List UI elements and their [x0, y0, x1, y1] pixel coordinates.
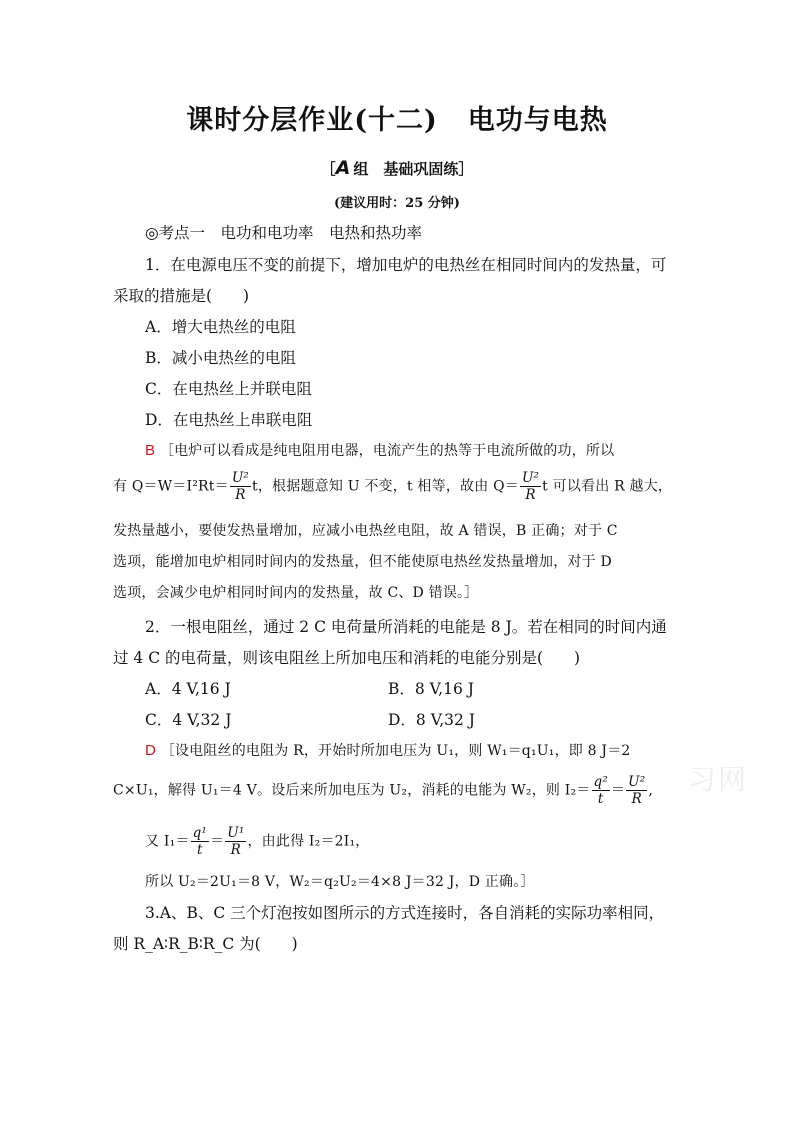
q3-stem-line1: 3.A、B、C 三个灯泡按如图所示的方式连接时，各自消耗的实际功率相同，: [145, 904, 665, 922]
q2-stem-line1: 2．一根电阻丝，通过 2 C 电荷量所消耗的电能是 8 J。若在相同的时间内通: [145, 618, 667, 636]
fraction: $\frac{\text{q¹}}{t}$: [192, 825, 208, 858]
q1-explanation-line4: 选项，能增加电炉相同时间内的发热量，但不能使原电热丝发热量增加，对于 D: [113, 554, 612, 570]
title-main: 课时分层作业(十二): [186, 105, 438, 136]
fraction: $\frac{\text{U²}}{R}$: [628, 774, 646, 807]
group-text: 组 基础巩固练: [353, 160, 459, 178]
page-title: [0, 98, 794, 137]
title-topic: 电功与电热: [467, 105, 608, 136]
q2-explanation-line4: 所以 U₂＝2U₁＝8 V，W₂＝q₂U₂＝4×8 J＝32 J，D 正确。］: [145, 874, 535, 890]
q2-explanation-line2: C×U₁，解得 U₁＝4 V。设后来所加电压为 U₂，消耗的电能为 W₂，则 I₂＝ $\frac{\text{q²}}{t}$ ＝ $\frac{\text{U²}}{R}$ ,: [113, 774, 654, 807]
q3-stem-line2: 则 R_A∶R_B∶R_C 为( ): [113, 935, 298, 953]
watermark: 习网: [688, 763, 749, 796]
q2-option-a: A．4 V,16 J: [145, 680, 231, 698]
q2-option-b: B．8 V,16 J: [388, 680, 474, 698]
time-hint: (建议用时：25 分钟): [334, 196, 460, 211]
q2-option-d: D．8 V,32 J: [388, 711, 475, 729]
fraction: $\frac{\text{U²}}{R}$: [521, 470, 540, 503]
fraction: $\frac{\text{U²}}{R}$: [231, 470, 250, 503]
q1-answer: B: [145, 442, 156, 459]
group-heading: ［A 组 基础巩固练］: [320, 157, 474, 179]
q1-explanation-line2: 有 Q＝W＝I²Rt＝ $\frac{\text{U²}}{R}$ t，根据题意知 U 不变，t 相等，故由 Q＝ $\frac{\text{U²}}{R}$ t 可以看出 R 越大，: [113, 470, 673, 503]
q2-answer: D: [145, 742, 157, 759]
q1-option-a: A．增大电热丝的电阻: [145, 318, 296, 336]
q2-stem-line2: 过 4 C 的电荷量，则该电阻丝上所加电压和消耗的电能分别是( ): [113, 649, 581, 667]
q2-option-c: C．4 V,32 J: [145, 711, 232, 729]
q1-option-d: D．在电热丝上串联电阻: [145, 411, 313, 429]
q1-explanation-line5: 选项，会减少电炉相同时间内的发热量，故 C、D 错误。］: [113, 585, 479, 601]
fraction: $\frac{\text{U¹}}{R}$: [227, 825, 245, 858]
section-label: ◎考点一 电功和电功率 电热和热功率: [145, 224, 423, 242]
q1-stem-line1: 1．在电源电压不变的前提下，增加电炉的电热丝在相同时间内的发热量，可: [145, 256, 667, 274]
fraction: $\frac{\text{q²}}{t}$: [593, 774, 608, 807]
q1-explanation-line1: B ［电炉可以看成是纯电阻用电器，电流产生的热等于电流所做的功，所以: [145, 442, 615, 459]
q1-stem-line2: 采取的措施是( ): [113, 287, 250, 305]
q2-explanation-line3: 又 I₁＝ $\frac{\text{q¹}}{t}$ ＝ $\frac{\text{U¹}}{R}$ ，由此得 I₂＝2I₁，: [145, 825, 370, 858]
q1-option-b: B．减小电热丝的电阻: [145, 349, 296, 367]
q1-explanation-line3: 发热量越小，要使发热量增加，应减小电热丝电阻，故 A 错误，B 正确；对于 C: [113, 523, 618, 539]
q2-explanation-line1: D ［设电阻丝的电阻为 R，开始时所加电压为 U₁，则 W₁＝q₁U₁，即 8 J＝2: [145, 742, 631, 759]
group-letter: A: [335, 157, 351, 179]
q1-option-c: C．在电热丝上并联电阻: [145, 380, 312, 398]
